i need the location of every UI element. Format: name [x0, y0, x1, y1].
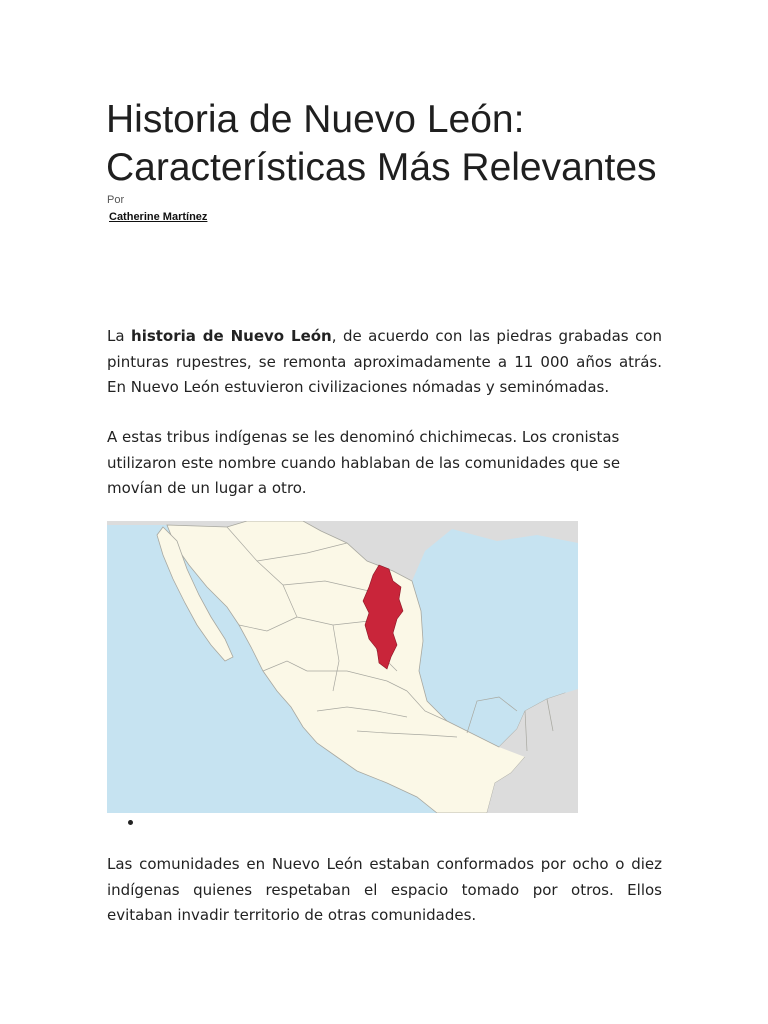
map-svg [107, 521, 578, 813]
author-link[interactable]: Catherine Martínez [109, 211, 208, 223]
nuevo-leon-map [107, 521, 578, 813]
byline [107, 194, 207, 225]
bullet-point [128, 820, 133, 825]
paragraph-1-bold: historia de Nuevo León [131, 327, 332, 345]
title-line-2: Características Más Relevantes [106, 146, 657, 189]
paragraph-3: Las comunidades en Nuevo León estaban conformados por ocho o diez indígenas quienes respetaban el espacio tomado por otros. Ellos evitaban invadir territorio de otras comunidades. [107, 855, 662, 924]
paragraph-1-rest: , de acuerdo con las piedras grabadas con pinturas rupestres, se remonta aproximadamente a 11 000 años atrás. En Nuevo León estuvieron civilizaciones nómadas y seminómadas. [107, 327, 662, 396]
paragraph-1 [107, 324, 662, 401]
page-title [106, 96, 726, 192]
byline-label: Por [107, 194, 125, 206]
paragraph-2: A estas tribus indígenas se les denominó chichimecas. Los cronistas utilizaron este nombre cuando hablaban de las comunidades que se movían de un lugar a otro. [107, 428, 621, 497]
title-line-1: Historia de Nuevo León: [106, 98, 525, 141]
paragraph-1-prefix: La [107, 327, 132, 345]
